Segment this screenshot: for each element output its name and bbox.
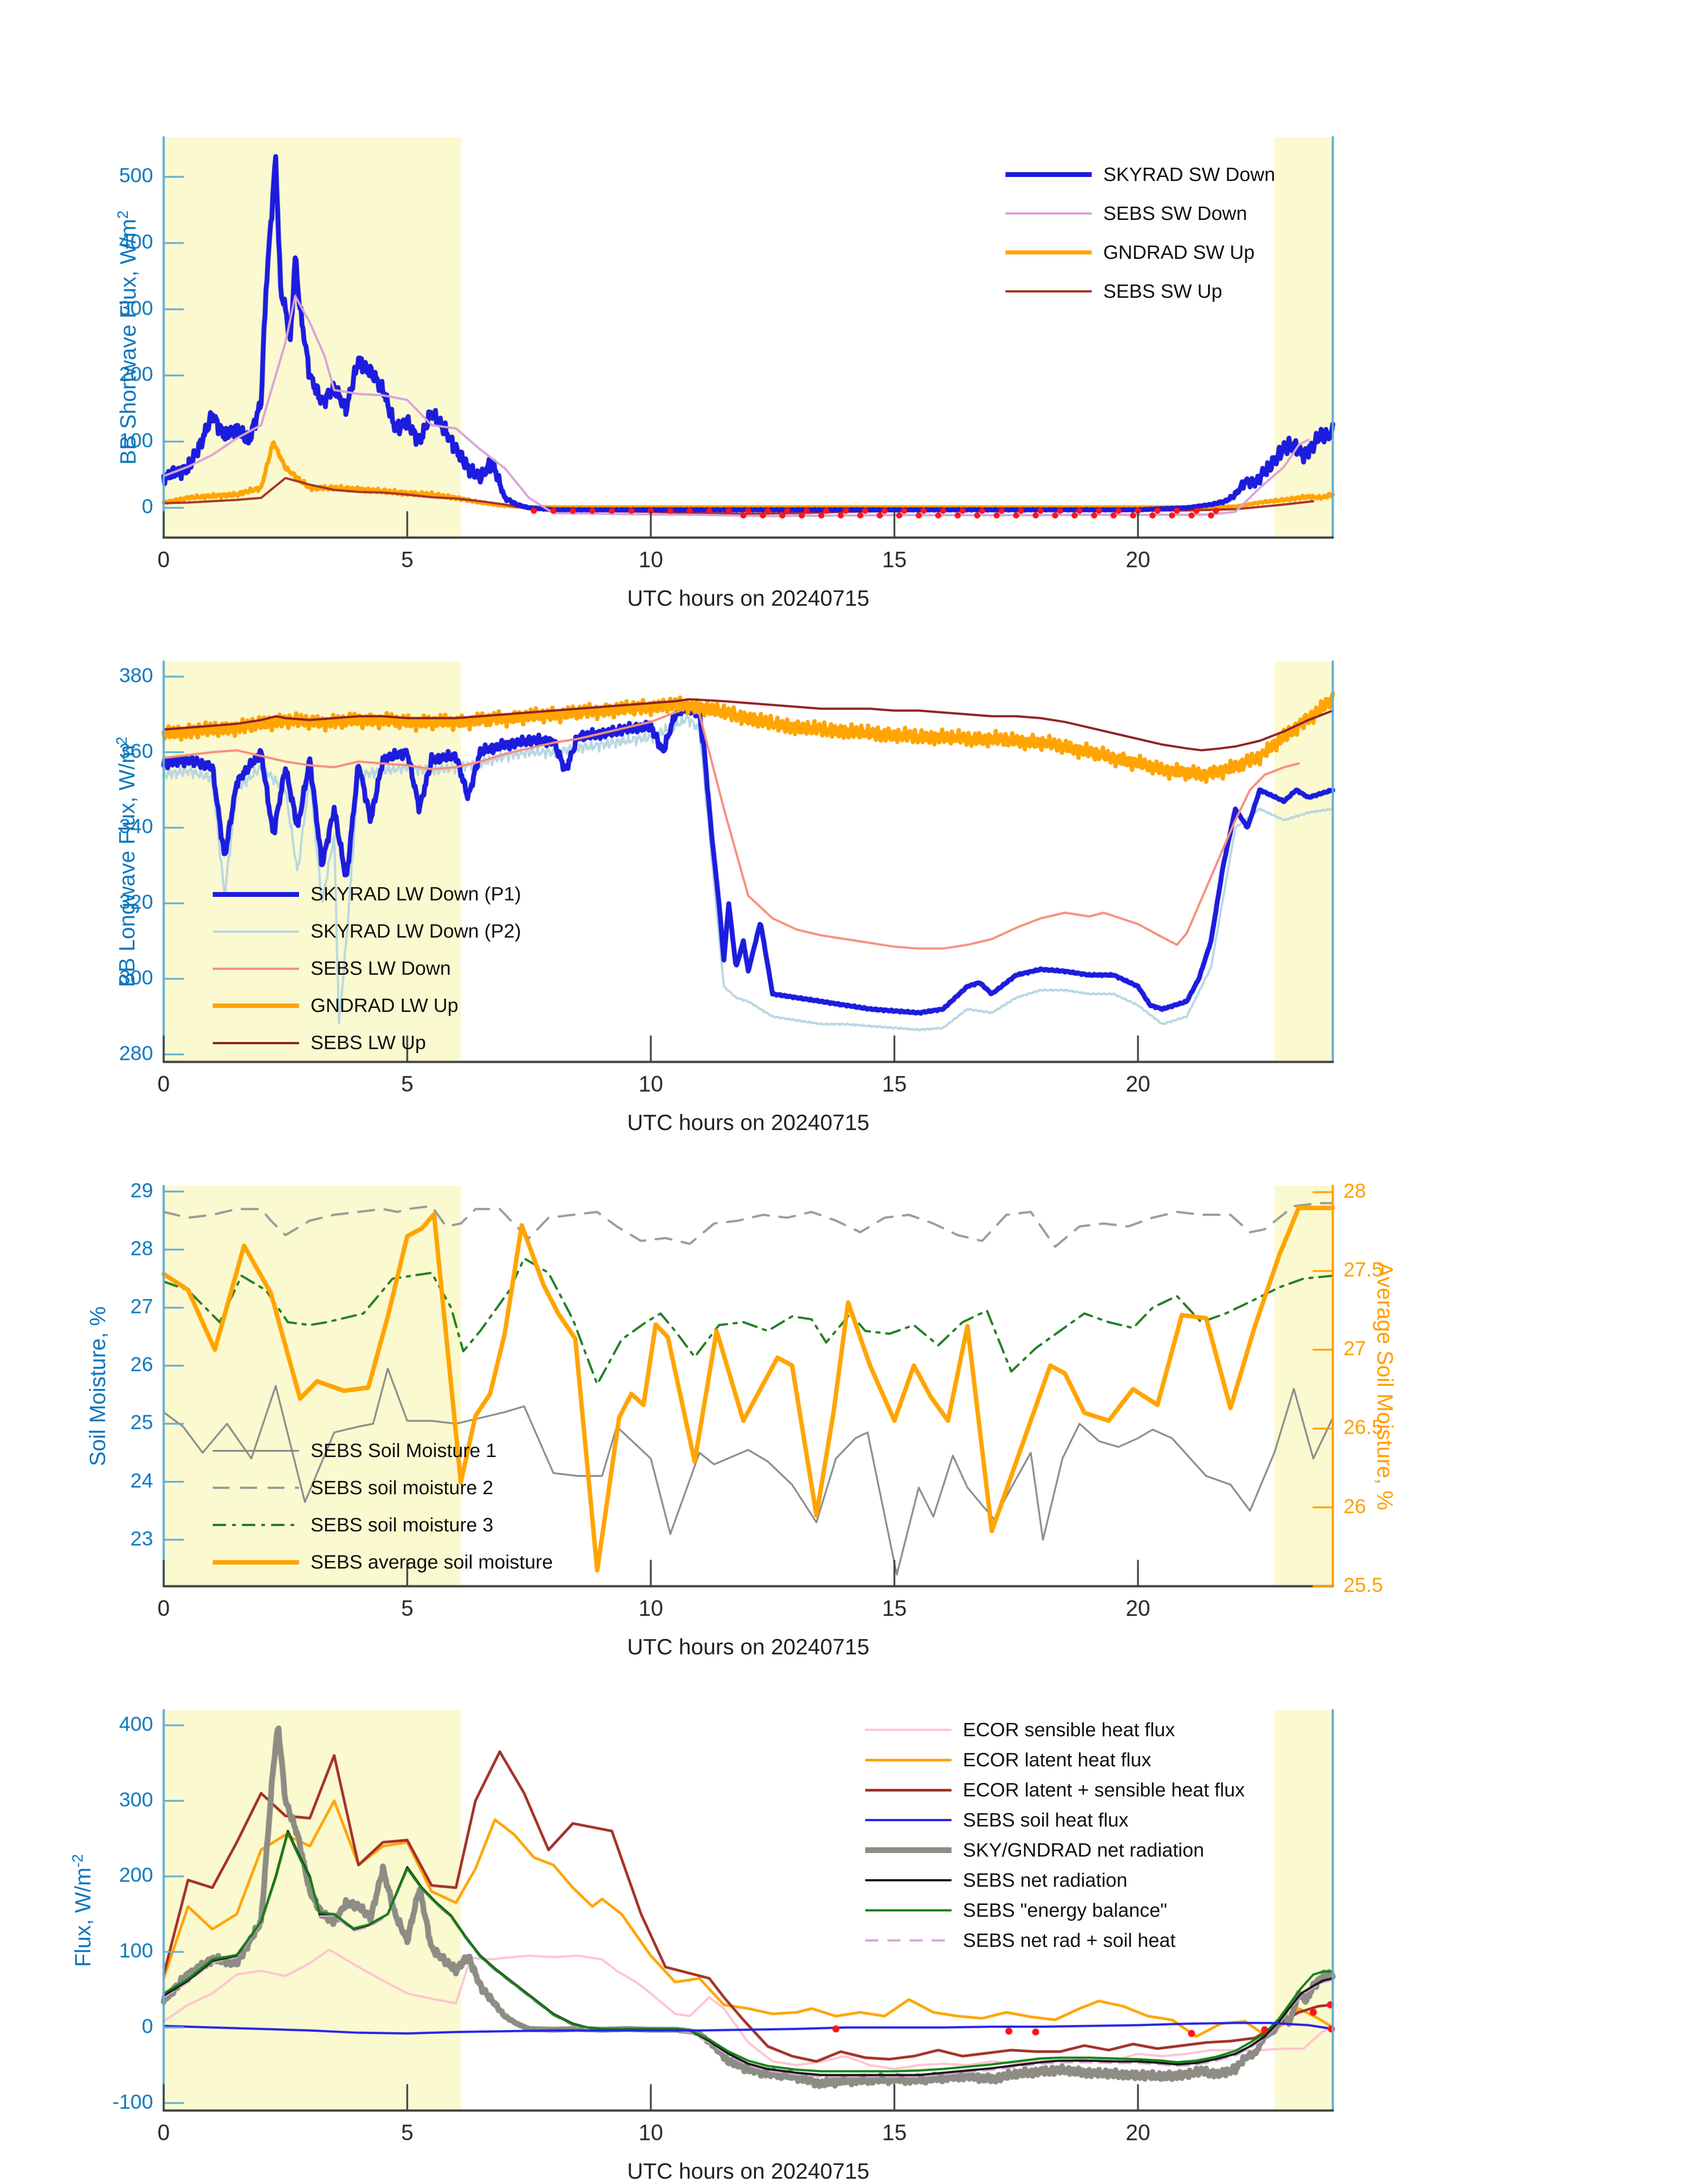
legend-line-swatch: [1005, 290, 1092, 292]
legend-longwave: [213, 876, 521, 1061]
legend-label: ECOR sensible heat flux: [963, 1719, 1175, 1741]
legend-label: SEBS "energy balance": [963, 1899, 1167, 1921]
legend-line-swatch: [213, 1042, 299, 1044]
legend-line-swatch: [865, 1847, 952, 1853]
legend-entry-shortwave-1: [1005, 194, 1275, 233]
legend-line-swatch: [865, 1939, 952, 1942]
legend-entry-flux-0: [865, 1715, 1245, 1745]
legend-entry-soil-moisture-3: [213, 1544, 553, 1581]
legend-label: SKYRAD LW Down (P1): [311, 883, 521, 905]
legend-line-swatch: [213, 892, 299, 897]
legend-label: SEBS average soil moisture: [311, 1551, 553, 1573]
legend-entry-flux-1: [865, 1745, 1245, 1775]
legend-label: SKYRAD SW Down: [1103, 163, 1275, 185]
xlabel-panel-2: UTC hours on 20240715: [627, 1110, 870, 1135]
legend-line-swatch: [213, 1560, 299, 1565]
legend-line-swatch: [213, 968, 299, 970]
legend-line-swatch: [1005, 172, 1092, 177]
legend-entry-soil-moisture-1: [213, 1469, 553, 1507]
legend-entry-flux-4: [865, 1835, 1245, 1865]
legend-label: SKYRAD LW Down (P2): [311, 920, 521, 942]
legend-line-swatch: [865, 1729, 952, 1731]
ylabel-soil-moisture: Soil Moisture, %: [85, 1306, 110, 1466]
xlabel-panel-4: UTC hours on 20240715: [627, 2159, 870, 2184]
legend-soil-moisture: [213, 1432, 553, 1581]
legend-label: SEBS Soil Moisture 1: [311, 1439, 497, 1461]
ylabel-average-soil-moisture: Average Soil Moisture, %: [1373, 1262, 1397, 1510]
legend-line-swatch: [1005, 250, 1092, 254]
legend-line-swatch: [865, 1819, 952, 1821]
legend-label: SEBS soil moisture 3: [311, 1514, 494, 1536]
legend-label: SKY/GNDRAD net radiation: [963, 1839, 1205, 1861]
legend-label: ECOR latent heat flux: [963, 1749, 1151, 1771]
legend-line-swatch: [865, 1789, 952, 1792]
legend-flux: [865, 1715, 1245, 1956]
legend-line-swatch: [865, 1879, 952, 1881]
legend-entry-flux-6: [865, 1896, 1245, 1926]
legend-line-swatch: [865, 1759, 952, 1761]
legend-line-swatch: [865, 1909, 952, 1911]
legend-entry-longwave-4: [213, 1024, 521, 1061]
ylabel-shortwave: BB Shortwave Flux, $W/m^2$: [115, 210, 141, 465]
legend-shortwave: [1005, 155, 1275, 311]
ylabel-longwave: BB Longwave Flux, $W/m^2$: [113, 736, 140, 987]
legend-entry-longwave-3: [213, 987, 521, 1024]
legend-label: GNDRAD SW Up: [1103, 241, 1255, 263]
legend-entry-longwave-2: [213, 950, 521, 987]
legend-label: SEBS net rad + soil heat: [963, 1929, 1176, 1951]
legend-label: SEBS LW Up: [311, 1032, 426, 1054]
legend-entry-longwave-1: [213, 913, 521, 950]
legend-entry-shortwave-0: [1005, 155, 1275, 194]
legend-label: ECOR latent + sensible heat flux: [963, 1779, 1245, 1801]
legend-label: SEBS LW Down: [311, 957, 451, 980]
legend-label: SEBS SW Up: [1103, 280, 1222, 302]
legend-entry-flux-7: [865, 1926, 1245, 1956]
legend-entry-soil-moisture-0: [213, 1432, 553, 1469]
legend-line-swatch: [1005, 212, 1092, 215]
legend-label: SEBS SW Down: [1103, 202, 1247, 224]
legend-entry-shortwave-2: [1005, 233, 1275, 272]
xlabel-panel-3: UTC hours on 20240715: [627, 1634, 870, 1659]
legend-entry-flux-3: [865, 1805, 1245, 1835]
legend-line-swatch: [213, 1450, 299, 1452]
legend-entry-longwave-0: [213, 876, 521, 913]
legend-line-swatch: [213, 1487, 299, 1489]
legend-entry-flux-5: [865, 1865, 1245, 1896]
legend-label: GNDRAD LW Up: [311, 995, 459, 1017]
xlabel-panel-1: UTC hours on 20240715: [627, 586, 870, 611]
legend-entry-flux-2: [865, 1775, 1245, 1805]
legend-label: SEBS soil moisture 2: [311, 1477, 494, 1499]
ylabel-flux: Flux, $W/m^{-2}$: [69, 1853, 96, 1967]
legend-line-swatch: [213, 931, 299, 933]
legend-label: SEBS soil heat flux: [963, 1809, 1128, 1831]
legend-line-swatch: [213, 1524, 299, 1526]
legend-line-swatch: [213, 1004, 299, 1008]
legend-label: SEBS net radiation: [963, 1869, 1128, 1891]
legend-entry-shortwave-3: [1005, 272, 1275, 311]
legend-entry-soil-moisture-2: [213, 1507, 553, 1544]
